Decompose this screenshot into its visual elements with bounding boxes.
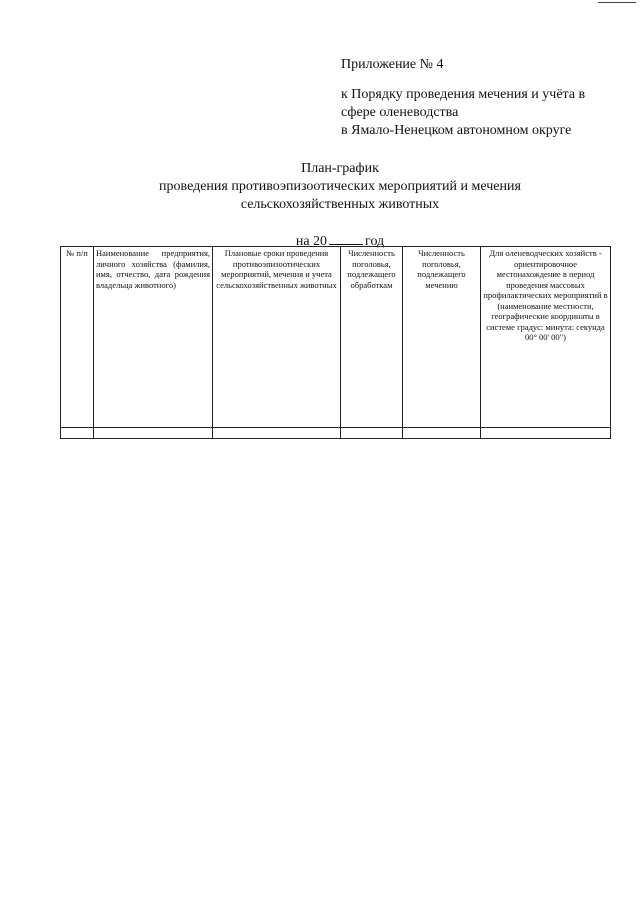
appendix-line-1: к Порядку проведения мечения и учёта в (341, 87, 586, 102)
appendix-line-2: сфере оленеводства (341, 105, 459, 120)
year-suffix: год (365, 234, 385, 249)
appendix-block (341, 56, 585, 140)
table-cell (94, 428, 213, 439)
heading-subtitle-2: сельскохозяйственных животных (240, 197, 440, 212)
year-prefix: на 20 (295, 234, 328, 249)
heading-title: План-график (301, 161, 379, 176)
header-enterprise-name: Наименование предприятия, личного хозяйства (фамилия, имя, отчество, дата рождения владельца животного) (94, 247, 213, 428)
corner-mark (598, 2, 636, 3)
header-location: Для оленеводческих хозяйств - ориентировочное местонахождение в период проведения массовых профилактических мероприятий в (наименование местности, географические координаты в системе градус: минута: секунда 00° 00' 00") (481, 247, 611, 428)
document-heading (60, 160, 620, 251)
plan-table (60, 246, 611, 439)
header-treatment-count: Численность поголовья, подлежащего обработкам (341, 247, 403, 428)
header-number: № п/п (61, 247, 94, 428)
table-cell (213, 428, 341, 439)
year-blank (329, 232, 363, 245)
appendix-title: Приложение № 4 (341, 57, 444, 72)
table-header-row (61, 247, 611, 428)
table-row (61, 428, 611, 439)
table-cell (341, 428, 403, 439)
table-cell (403, 428, 481, 439)
appendix-line-3: в Ямало-Ненецком автономном округе (341, 123, 572, 138)
table-cell (481, 428, 611, 439)
header-planned-dates: Плановые сроки проведения противоэпизоотических мероприятий, мечения и учета сельскохозяйственных животных (213, 247, 341, 428)
table-cell (61, 428, 94, 439)
heading-subtitle-1: проведения противоэпизоотических мероприятий и мечения (159, 179, 521, 194)
header-marking-count: Численность поголовья, подлежащего мечению (403, 247, 481, 428)
